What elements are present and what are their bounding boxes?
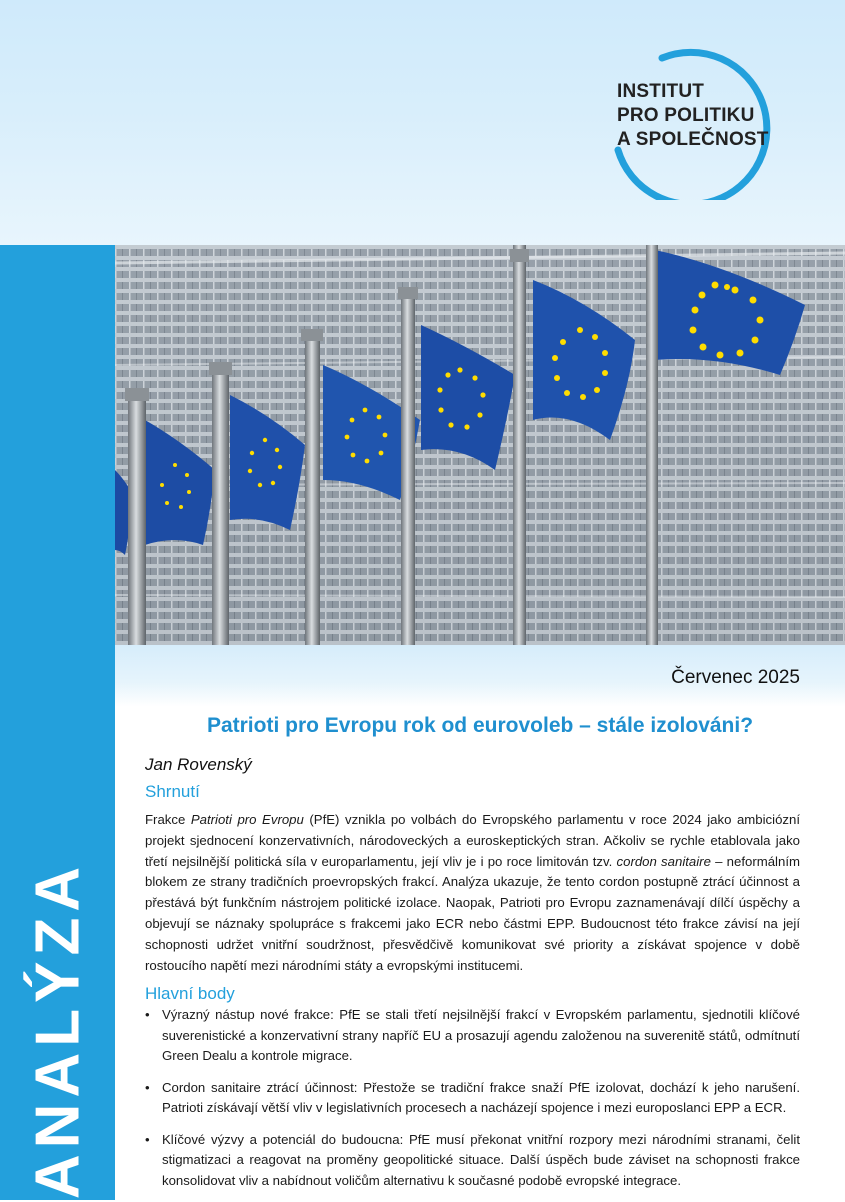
logo-line-2: PRO POLITIKU [617, 105, 755, 126]
bullet-icon: • [145, 1079, 150, 1095]
list-item [145, 1078, 800, 1119]
summary-italic-1: Patrioti pro Evropu [190, 812, 304, 827]
list-item-text: Klíčové výzvy a potenciál do budoucna: PfE musí překonat vnitřní rozpory mezi národními stranami, čelit stigmatizaci a reagovat na proměny geopolitické situace. Další úspěch bude záviset na schopnosti frakce konsolidovat vliv a nabídnout voličům alternativu k současné podobě evropské integrace. [162, 1131, 800, 1188]
logo-text [617, 80, 769, 152]
key-points-list [145, 1005, 800, 1202]
side-label [0, 860, 115, 1200]
publication-date: Červenec 2025 [671, 667, 800, 688]
summary-text-2: (PfE) vznikla po volbách do Evropského parlamentu v roce 2024 jako ambiciózní projekt sjednocení konzervativních, národoveckých a euroskeptických stran. Ačkoliv se rychle etablovala jako třetí nejsilnější politická síla v europarlamentu, její vliv je i po roce limitován tzv. [145, 812, 800, 869]
list-item-text: Cordon sanitaire ztrácí účinnost: Přestože se tradiční frakce snaží PfE izolovat, dochází k jeho narušení. Patrioti získávají větší vliv v legislativních procesech a nacházejí spojence i mezi europoslanci EPP a ECR. [162, 1079, 800, 1115]
bullet-icon: • [145, 1131, 150, 1147]
eu-flags-illustration [115, 245, 845, 645]
logo-line-1: INSTITUT [617, 81, 705, 102]
eu-flags-photo [115, 245, 845, 645]
list-item [145, 1005, 800, 1067]
list-item [145, 1130, 800, 1192]
logo-line-3: A SPOLEČNOST [617, 129, 769, 150]
summary-text-1: Frakce [145, 812, 191, 827]
summary-italic-2: cordon sanitaire [616, 853, 711, 869]
date-band [115, 645, 845, 707]
list-item-text: Výrazný nástup nové frakce: PfE se stali třetí nejsilnější frakcí v Evropském parlamentu, sjednotili klíčové suverenistické a konzervativní strany napříč EU a prosazují agendu založenou na suverenitě států, odmítnutí Green Dealu a kontrole migrace. [162, 1007, 800, 1063]
side-label-text: ANALÝZA [23, 860, 92, 1200]
summary-paragraph [145, 810, 800, 976]
summary-heading: Shrnutí [145, 782, 200, 801]
summary-text-3: – neformálním blokem ze strany tradičních proevropských frakcí. Analýza ukazuje, že tento cordon postupně ztrácí účinnost a přestává být funkčním nástrojem politické izolace. Naopak, Patrioti pro Evropu zaznamenávají dílčí úspěchy a objevují se náznaky spolupráce s frakcemi jako ECR nebo částmi EPP. Budoucnost této frakce závisí na její schopnosti udržet vnitřní soudržnost, přesvědčivě komunikovat své priority a získávat spojence v době rostoucího napětí mezi národními státy a evropskými institucemi. [145, 853, 800, 973]
key-points-heading: Hlavní body [145, 984, 235, 1003]
page-title: Patrioti pro Evropu rok od eurovoleb – stále izolováni? [206, 714, 754, 737]
author: Jan Rovenský [145, 755, 252, 774]
bullet-icon: • [145, 1007, 150, 1022]
institute-logo [600, 40, 780, 200]
